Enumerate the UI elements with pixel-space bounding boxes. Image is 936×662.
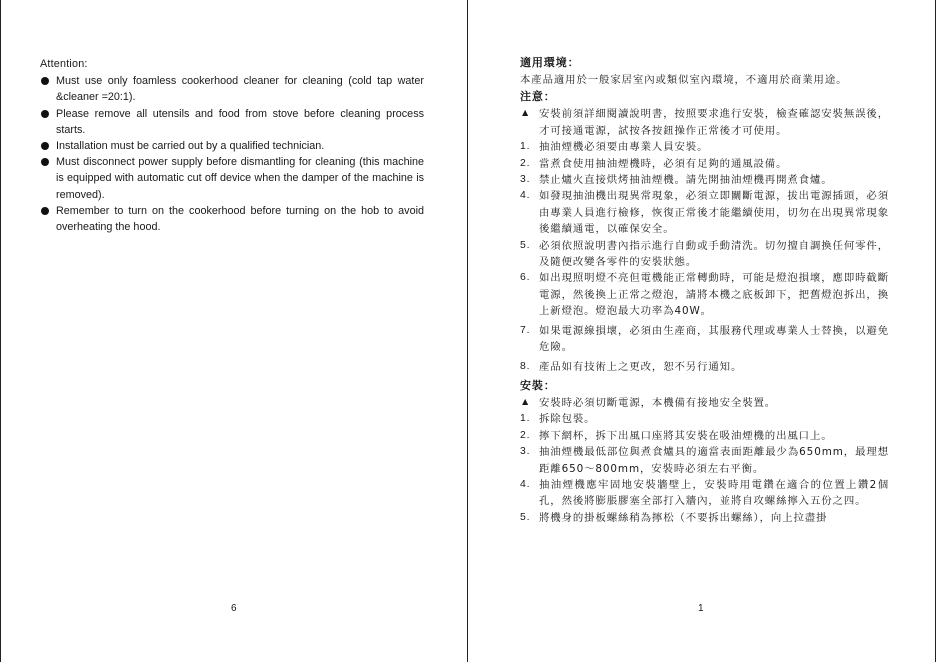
note-text: 如果電源線損壞，必須由生產商，其服務代理或專業人士替換，以避免危險。 [539,324,890,354]
page-number-right: 1 [698,603,704,614]
installation-number: 2. [520,429,531,441]
note-text: 產品如有技術上之更改，恕不另行通知。 [539,360,743,373]
note-item [520,323,889,356]
installation-text: 將機身的掛板螺絲稍為擰松（不要拆出螺絲），向上拉盡掛 [539,511,828,524]
right-page-content [520,54,889,528]
installation-item [520,428,889,444]
note-text: 安裝前須詳細閱讀說明書，按照要求進行安裝，檢查確認安裝無誤後，才可接通電源，試按各按鈕操作正常後才可使用。 [539,108,890,137]
attention-list [40,73,424,235]
installation-title: 安裝： [520,378,556,392]
page-number-left: 6 [231,603,237,614]
installation-item [520,510,889,526]
note-text: 必須依照說明書內指示進行自動或手動清洗。切勿擅自調換任何零件，及隨便改變各零件的安裝狀態。 [539,239,890,269]
note-number: 7. [520,324,531,336]
installation-text: 拆除包裝。 [539,413,596,426]
installation-number: 1. [520,413,531,425]
note-text: 當煮食使用抽油煙機時，必須有足夠的通風設備。 [539,157,788,170]
note-item [520,156,889,172]
installation-text: 安裝時必須切斷電源，本機備有接地安全裝置。 [539,396,777,409]
note-item [520,359,889,375]
notes-title: 注意： [520,90,556,104]
note-item [520,270,889,319]
note-text: 禁止爐火直接烘烤抽油煙機。請先開抽油煙機再開煮食爐。 [539,174,833,187]
environment-text: 本產品適用於一般家居室內或類似室內環境，不適用於商業用途。 [520,74,848,86]
note-number: 8. [520,360,531,372]
note-text: 如發現抽油機出現異常現象，必須立即關斷電源，拔出電源插頭，必須由專業人員進行檢修，恢復正常後才能繼續使用，切勿在出現異常現象後繼續通電，以確保安全。 [539,190,890,236]
notes-list [520,106,889,375]
attention-item: Remember to turn on the cookerhood before turning on the hob to avoid overheating the hood. [40,203,424,235]
environment-title: 適用環境： [520,56,580,69]
left-page-content [40,56,424,235]
attention-heading: Attention: [40,58,88,70]
installation-text: 抽油煙機最低部位與煮食爐具的適當表面距離最少為650mm，最理想距離650～800mm，安裝時必須左右平衡。 [539,446,889,475]
installation-number: 3. [520,446,531,458]
triangle-icon: ▲ [520,108,532,120]
note-number: 3. [520,174,531,186]
note-item [520,238,889,271]
installation-item [520,477,889,510]
note-number: 4. [520,190,531,202]
attention-item: Please remove all utensils and food from stove before cleaning process starts. [40,106,424,138]
attention-item: Installation must be carried out by a qualified technician. [40,138,424,154]
installation-number: 4. [520,478,531,490]
note-number: 6. [520,272,531,284]
attention-item: Must use only foamless cookerhood cleaner for cleaning (cold tap water &cleaner =20:1). [40,73,424,105]
installation-text: 抽油煙機應牢固地安裝牆壁上，安裝時用電鑽在適合的位置上鑽2個孔，然後將膨脹膠塞全部打入牆內，並將自攻螺絲擰入五份之四。 [539,478,889,508]
installation-text: 擰下網杯，拆下出風口座將其安裝在吸油煙機的出風口上。 [539,429,833,442]
note-item [520,172,889,188]
installation-item [520,395,889,411]
installation-number: 5. [520,511,531,523]
note-text: 如出現照明燈不亮但電機能正常轉動時，可能是燈泡損壞，應即時截斷電源，然後換上正常之燈泡，請將本機之底板卸下，把舊燈泡拆出，換上新燈泡。燈泡最大功率為40W。 [539,272,890,318]
triangle-icon: ▲ [520,396,532,408]
note-number: 5. [520,239,531,251]
installation-list [520,395,889,526]
note-item [520,188,889,237]
attention-item: Must disconnect power supply before dismantling for cleaning (this machine is equipped with automatic cut off device when the damper of the machine is removed). [40,154,424,203]
note-item [520,139,889,155]
note-item [520,106,889,139]
installation-item [520,444,889,477]
note-number: 2. [520,157,531,169]
note-text: 抽油煙機必須要由專業人員安裝。 [539,141,709,154]
note-number: 1. [520,141,531,153]
installation-item [520,411,889,427]
